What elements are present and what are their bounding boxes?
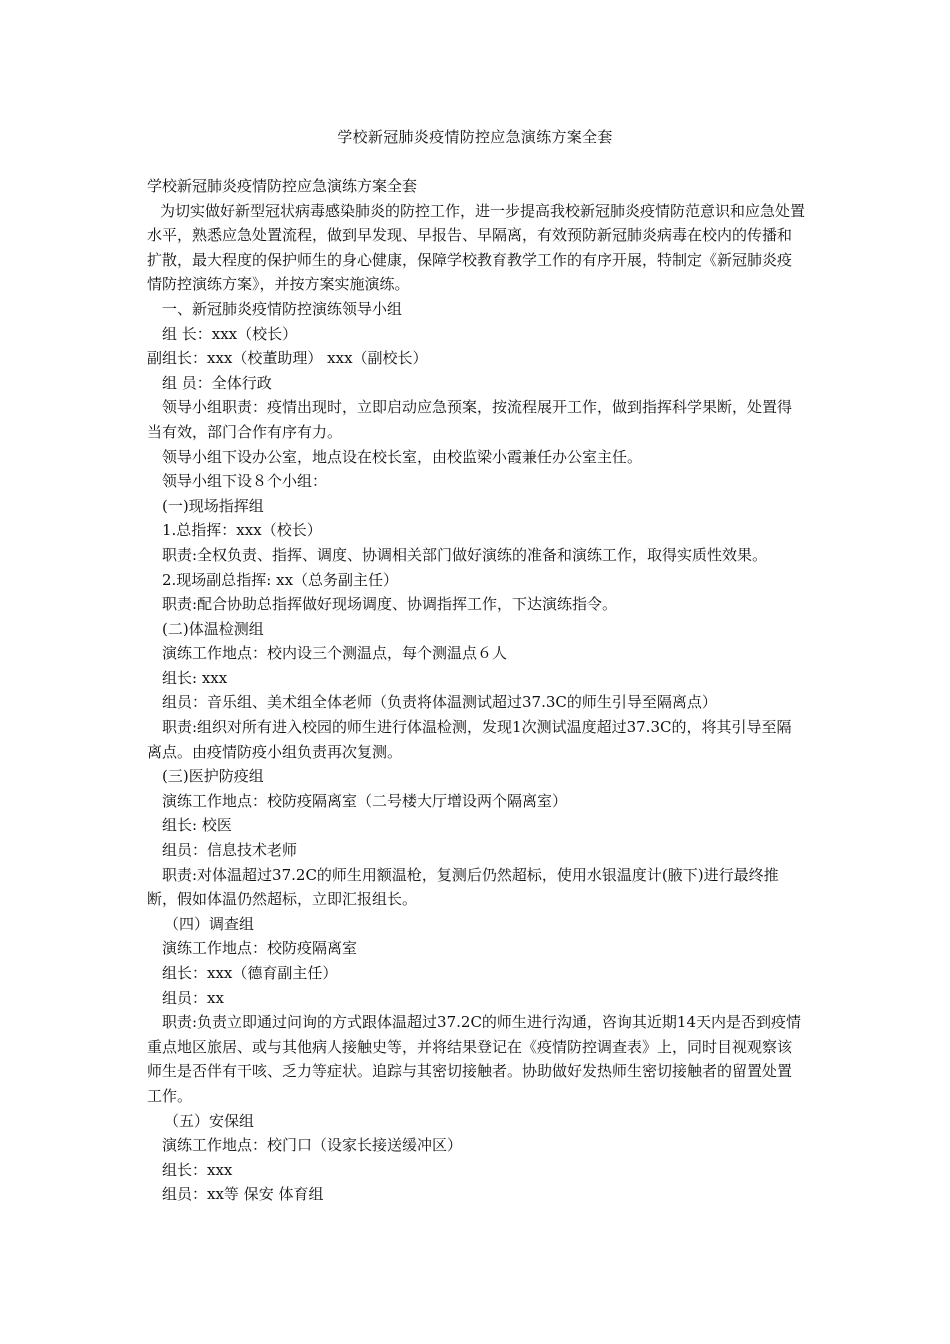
- subsection-heading: (二)体温检测组: [162, 619, 264, 638]
- paragraph-line: 演练工作地点：校防疫隔离室: [162, 939, 358, 958]
- paragraph-line: 1.总指挥：xxx（校长）: [162, 521, 322, 540]
- paragraph-line: 职责:负责立即通过问询的方式跟体温超过37.2C的师生进行沟通，咨询其近期14天内是否到疫情重点地区旅居、或与其他病人接触史等，并将结果登记在《疫情防控调查表》上，同时目视观察该师生是否伴有干咳、乏力等症状。追踪与其密切接触者。协助做好发热师生密切接触者的留置处置工作。: [147, 1013, 802, 1105]
- paragraph-line: 演练工作地点：校门口（设家长接送缓冲区）: [162, 1136, 463, 1155]
- paragraph-line: 演练工作地点：校内设三个测温点，每个测温点６人: [162, 644, 508, 663]
- paragraph-line: 组长：xxx: [162, 1160, 233, 1179]
- paragraph-line: 职责:全权负责、指挥、调度、协调相关部门做好演练的准备和演练工作，取得实质性效果。: [162, 545, 768, 564]
- paragraph-line: 职责:对体温超过37.2C的师生用额温枪，复测后仍然超标，使用水银温度计(腋下)进行最终推断，假如体温仍然超标，立即汇报组长。: [147, 865, 779, 909]
- paragraph-line: 演练工作地点：校防疫隔离室（二号楼大厅增设两个隔离室）: [162, 791, 568, 810]
- paragraph-line: 组员：音乐组、美术组全体老师（负责将体温测试超过37.3C的师生引导至隔离点）: [162, 693, 717, 712]
- subsection-heading: （五）安保组: [164, 1111, 255, 1130]
- paragraph-line: 领导小组下设办公室，地点设在校长室，由校监梁小霞兼任办公室主任。: [162, 447, 643, 466]
- paragraph-line: 组长：xxx（德育副主任）: [162, 964, 338, 982]
- paragraph-heading: 学校新冠肺炎疫情防控应急演练方案全套: [147, 177, 418, 195]
- paragraph-line: 领导小组职责：疫情出现时，立即启动应急预案，按流程展开工作，做到指挥科学果断，处置得当有效，部门合作有序有力。: [147, 398, 793, 441]
- paragraph-intro: 为切实做好新型冠状病毒感染肺炎的防控工作，进一步提高我校新冠肺炎疫情防范意识和应急处置水平，熟悉应急处置流程，做到早发现、早报告、早隔离，有效预防新冠肺炎病毒在校内的传播和扩散，最大程度的保护师生的身心健康，保障学校教育教学工作的有序开展，特制定《新冠肺炎疫情防控演练方案》，并按方案实施演练。: [147, 201, 806, 294]
- paragraph-line: 组员：xx: [162, 988, 224, 1007]
- paragraph-line: 组长: 校医: [162, 816, 232, 835]
- subsection-heading: (三)医护防疫组: [162, 767, 264, 786]
- paragraph-line: 组员：xx等 保安 体育组: [162, 1185, 324, 1204]
- paragraph-line: 组 员：全体行政: [162, 373, 272, 392]
- section-heading-leadership: 一、新冠肺炎疫情防控演练领导小组: [162, 299, 403, 318]
- paragraph-line: 组长: xxx: [162, 668, 228, 687]
- paragraph-line: 2.现场副总指挥: xx（总务副主任）: [162, 570, 399, 589]
- subsection-heading: （四）调查组: [164, 914, 255, 933]
- document-title: 学校新冠肺炎疫情防控应急演练方案全套: [337, 128, 613, 146]
- paragraph-line: 职责:配合协助总指挥做好现场调度、协调指挥工作，下达演练指令。: [162, 595, 618, 614]
- paragraph-line: 组员：信息技术老师: [162, 841, 298, 860]
- paragraph-line: 职责:组织对所有进入校园的师生进行体温检测，发现1次测试温度超过37.3C的，将其引导至隔离点。由疫情防疫小组负责再次复测。: [147, 718, 792, 761]
- paragraph-line: 领导小组下设８个小组：: [162, 472, 328, 491]
- document-body: [147, 174, 805, 1207]
- paragraph-line: 副组长：xxx（校董助理） xxx（副校长）: [147, 349, 428, 368]
- subsection-heading: (一)现场指挥组: [162, 496, 264, 515]
- paragraph-line: 组 长：xxx（校长）: [162, 324, 298, 343]
